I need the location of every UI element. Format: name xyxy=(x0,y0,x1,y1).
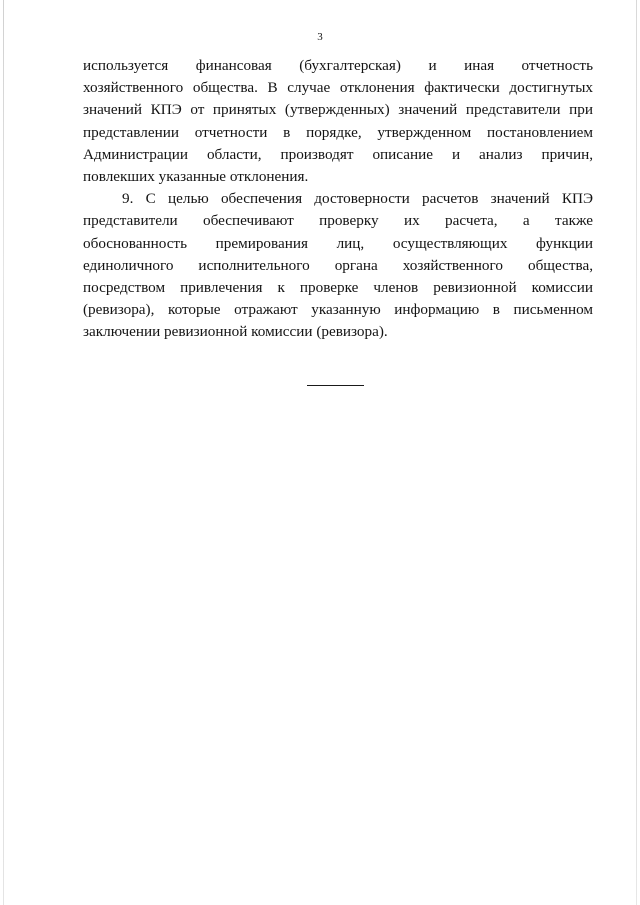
document-body xyxy=(83,55,593,343)
scan-edge-left xyxy=(3,0,4,905)
text-line: единоличного исполнительного органа хозяйственного общества, xyxy=(83,256,593,274)
paragraph-item-9 xyxy=(83,188,593,343)
text-line: представлении отчетности в порядке, утвержденном постановлением xyxy=(83,123,593,141)
end-of-document-rule xyxy=(307,385,364,386)
text-line: (ревизора), которые отражают указанную информацию в письменном xyxy=(83,301,593,319)
scan-edge-right xyxy=(636,0,637,905)
paragraph-continuation xyxy=(83,55,593,188)
text-line: представители обеспечивают проверку их расчета, а также xyxy=(83,212,593,230)
text-line: Администрации области, производят описание и анализ причин, xyxy=(83,145,593,163)
text-line: заключении ревизионной комиссии (ревизора). xyxy=(83,323,388,341)
text-line: обоснованность премирования лиц, осуществляющих функции xyxy=(83,234,593,252)
text-line: хозяйственного общества. В случае отклонения фактически достигнутых xyxy=(83,79,593,97)
text-line: значений КПЭ от принятых (утвержденных) значений представители при xyxy=(83,101,593,119)
page-number: 3 xyxy=(317,31,323,43)
text-line: используется финансовая (бухгалтерская) и иная отчетность xyxy=(83,57,593,74)
text-line: 9. С целью обеспечения достоверности расчетов значений КПЭ xyxy=(122,190,593,208)
text-line: посредством привлечения к проверке членов ревизионной комиссии xyxy=(83,278,593,296)
text-line: повлекших указанные отклонения. xyxy=(83,167,309,185)
